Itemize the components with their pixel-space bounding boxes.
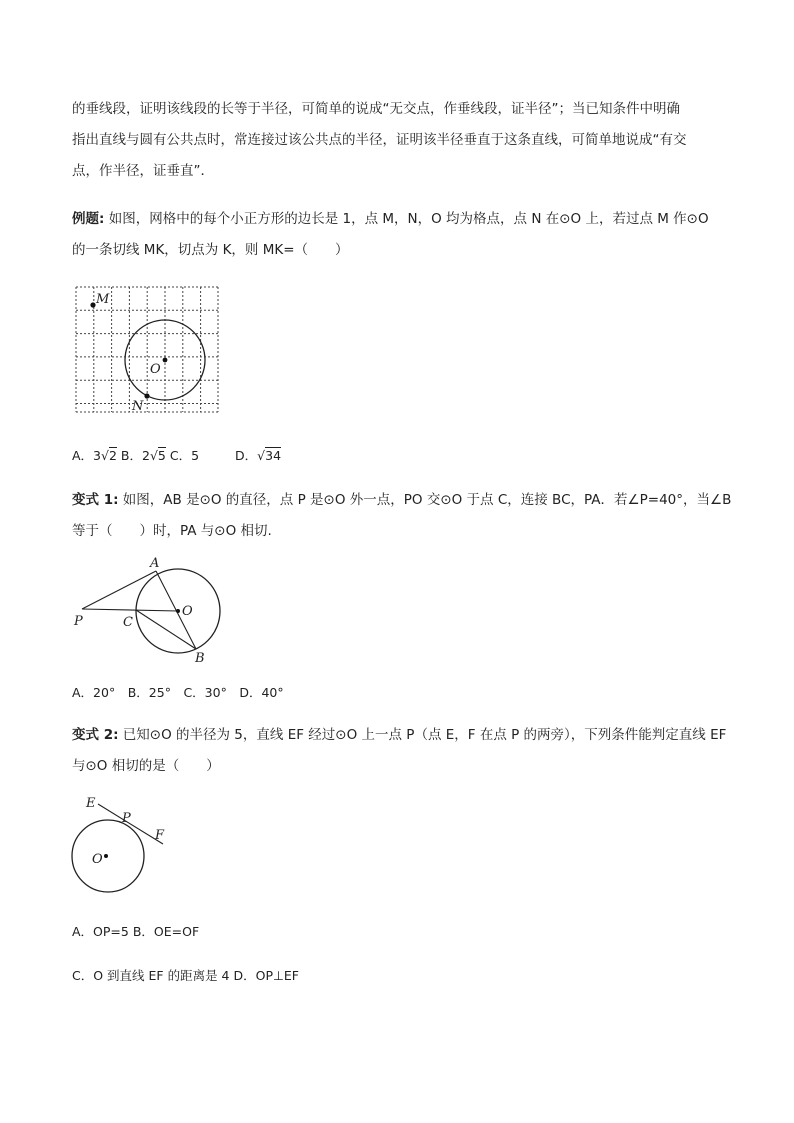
grid-circle-figure (74, 285, 222, 415)
variant2-label: 变式 2: (72, 727, 119, 743)
point-n (144, 393, 149, 398)
tangent-figure-1 (70, 555, 230, 667)
line-po (82, 609, 178, 611)
option-c: C．5 (169, 448, 200, 463)
label-a: A (150, 556, 160, 571)
label-m: M (96, 292, 110, 307)
label-n: N (132, 399, 144, 414)
variant2-options-2: C．O 到直线 EF 的距离是 4 D．OP⊥EF (72, 968, 299, 983)
example-text-1: 如图，网格中的每个小正方形的边长是 1，点 M，N，O 均为格点，点 N 在⊙O 上，若过点 M 作⊙O (104, 211, 709, 227)
point-m (90, 302, 95, 307)
label-b: B (195, 651, 205, 666)
variant2-text-2: 与⊙O 相切的是（ ） (72, 758, 220, 774)
example-label: 例题: (72, 211, 105, 227)
example-options (72, 446, 281, 464)
variant1-question (72, 485, 732, 547)
variant1-text-1: 如图，AB 是⊙O 的直径，点 P 是⊙O 外一点，PO 交⊙O 于点 C，连接 BC，PA．若∠P=40°，当∠B (118, 492, 732, 508)
label-o: O (92, 852, 103, 867)
option-d: D．√34 (235, 448, 282, 463)
intro-paragraph (72, 94, 726, 187)
label-f: F (155, 828, 165, 843)
point-o (104, 854, 108, 858)
option-b: B．2√5 (120, 448, 166, 463)
label-o: O (182, 604, 193, 619)
point-o (163, 358, 168, 363)
label-e: E (86, 796, 96, 811)
intro-line-3: 点，作半径，证垂直”． (72, 163, 214, 179)
intro-line-2: 指出直线与圆有公共点时，常连接过该公共点的半径，证明该半径垂直于这条直线，可简单地说成“有交 (72, 132, 687, 148)
variant1-options: A．20° B．25° C．30° D．40° (72, 685, 284, 700)
option-a: A．3√2 (72, 448, 117, 463)
intro-line-1: 的垂线段，证明该线段的长等于半径，可简单的说成“无交点，作垂线段，证半径”；当已知条件中明确 (72, 101, 680, 117)
label-p: P (122, 811, 131, 826)
tangent-figure-2 (66, 792, 176, 894)
line-pa (82, 571, 156, 609)
label-c: C (123, 615, 133, 630)
point-o (176, 609, 180, 613)
variant2-options-1: A．OP=5 B．OE=OF (72, 924, 200, 939)
example-text-2: 的一条切线 MK，切点为 K，则 MK=（ ） (72, 242, 349, 258)
label-p: P (74, 614, 83, 629)
variant1-text-2: 等于（ ）时，PA 与⊙O 相切. (72, 523, 272, 539)
variant2-text-1: 已知⊙O 的半径为 5，直线 EF 经过⊙O 上一点 P（点 E，F 在点 P 的两旁），下列条件能判定直线 EF (118, 727, 727, 743)
example-question (72, 204, 726, 266)
variant2-question (72, 720, 726, 782)
variant1-label: 变式 1: (72, 492, 119, 508)
label-o: O (150, 362, 161, 377)
